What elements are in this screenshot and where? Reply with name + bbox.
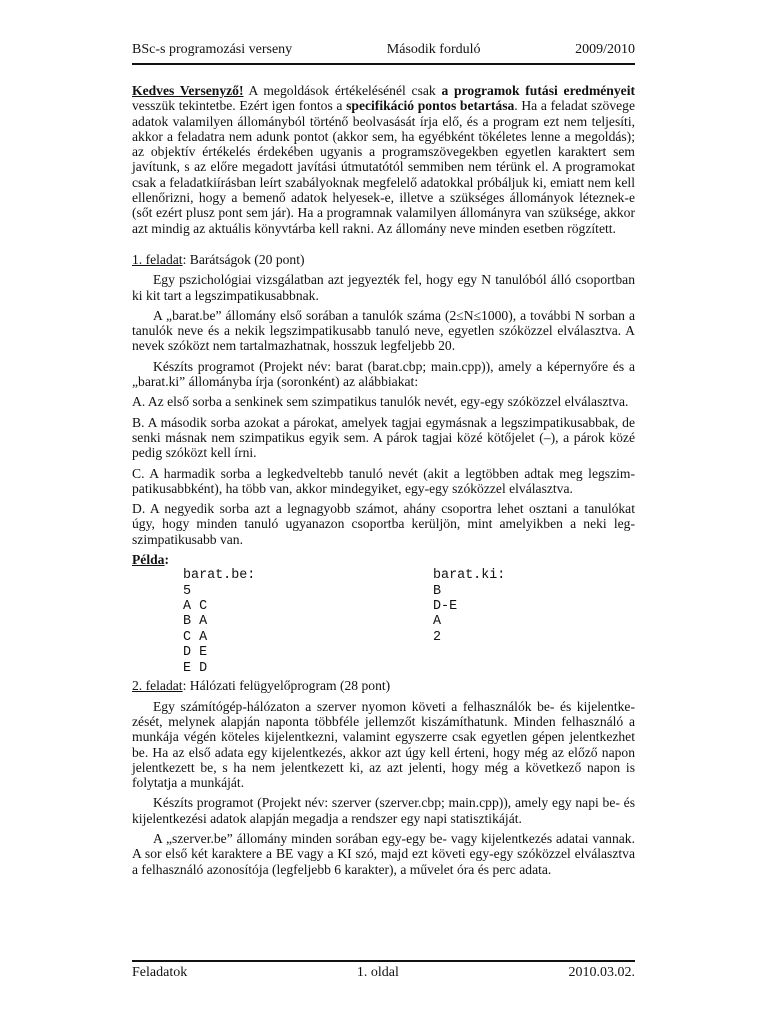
example-input-filename: barat.be: — [183, 568, 256, 584]
intro-bold-spec: specifikáció pontos betartása — [346, 98, 515, 114]
header-year: 2009/2010 — [575, 42, 635, 57]
intro-bold-results: a programok futási eredményeit — [441, 83, 635, 98]
example-colon: : — [164, 552, 170, 568]
intro-paragraph — [132, 83, 635, 236]
task2-title: : Hálózati felügyelőprogram (28 pont) — [182, 678, 391, 694]
footer-rule — [132, 960, 635, 962]
page-header — [132, 42, 635, 60]
page-content — [132, 83, 635, 877]
header-round: Második forduló — [386, 42, 481, 57]
intro-text-d: . Ha a feladat szövege adatok valamilyen állományból történő beolvasását írja elő, és a program ezt nem teljesíti, akkor a feladatra nem adunk pontot (akkor sem, ha egyébként tökéletes lenne a megoldás); az objektív értékelés érdekében ugyanis a programszövegekben egyetlen karaktert sem javítunk, s az előre megadott javítási útmutatótól semmiben nem térünk el. A programokat csak a feladatkiírásban leírt szabályoknak megfelelő adatokkal próbáljuk ki, emiatt nem kell ellenőrizni, hogy a bemenő adatok helyesek-e, illetve a szükséges állományok léteznek-e (sőt ezért plusz pont sem jár). Ha a programnak valamilyen állományra van szüksége, akkor azt mindig az aktuális könyvtárba kell rakni. Az állomány neve minden esetben rögzített. — [132, 98, 635, 236]
example-input-line: E D — [183, 660, 208, 676]
task1-item-b: B. A második sorba azokat a párokat, amelyek tagjai egymásnak a legszimpatikusabbak, de senki másnak nem szimpatikus egyik sem. A párok tagjai közé kötőjelet (–), a párok közé pedig szóközt kell írni. — [132, 414, 635, 461]
task2-label: 2. feladat — [132, 678, 183, 694]
example-output-line: B — [433, 583, 442, 599]
task1-item-d: D. A negyedik sorba azt a legnagyobb számot, ahány csoportra lehet osztani a tanulókat úgy, hogy minden tanuló ugyanazon csoportba kerüljön, mint amelyikben a neki legszimpatikusabb van. — [132, 501, 635, 547]
example-input-line: C A — [183, 629, 208, 645]
intro-text-c: vesszük tekintetbe. Ezért igen fontos a — [132, 98, 347, 114]
task1-paragraph-1: Egy pszichológiai vizsgálatban azt jegyezték fel, hogy egy N tanulóból álló csoportban ki kit tart a legszimpatikusabbnak. — [132, 272, 635, 303]
task1-heading — [132, 252, 635, 267]
example-heading — [132, 552, 635, 567]
task1-item-c: C. A harmadik sorba a legkedveltebb tanuló nevét (akit a legtöbben adtak meg legszimpatikusabbként), ha több van, akkor mindegyiket, egy-egy szóközzel elválasztva. — [132, 465, 635, 496]
example-output-line: 2 — [433, 629, 442, 645]
example-input-line: D E — [183, 645, 208, 661]
task1-paragraph-3: Készíts programot (Projekt név: barat (barat.cbp; main.cpp)), amely a képernyőre és a „barat.ki” állományba írja (soronként) az alábbiakat: — [132, 358, 635, 390]
intro-text-a: A megoldások értékelésénél csak — [243, 83, 442, 98]
header-competition: BSc-s programozási verseny — [132, 42, 293, 57]
document-page — [132, 0, 635, 1024]
example-input-column — [183, 568, 255, 676]
page-footer — [132, 965, 635, 983]
example-output-line: A — [433, 614, 442, 630]
example-output-filename: barat.ki: — [433, 568, 506, 584]
footer-date: 2010.03.02. — [568, 965, 635, 980]
footer-page-number: 1. oldal — [356, 965, 399, 980]
example-output-column — [433, 568, 505, 645]
footer-section: Feladatok — [132, 965, 188, 980]
task2-paragraph-2: Készíts programot (Projekt név: szerver (szerver.cbp; main.cpp)), amely egy napi be- és kijelentkezési adatok alapján megadja a rendszer egy napi statisztikáját. — [132, 795, 635, 826]
task2-paragraph-1: Egy számítógép-hálózaton a szerver nyomon követi a felhasználók be- és kijelentkezését, melynek alapján naponta többféle jellemzőt kiszámíthatunk. Minden felhasználó a munkája végén köteles kijelentkezni, valamint egyszerre csak egyetlen gépen jelentkezhet be. Ha az első adata egy kijelentkezés, akkor azt úgy kell érteni, hogy még az előző napon jelentkezett be, s ha nem jelentkezett ki, az azt jelenti, hogy még a következő napon is folytatja a munkáját. — [132, 698, 635, 791]
example-input-line: 5 — [183, 583, 192, 599]
task1-item-a: A. Az első sorba a senkinek sem szimpatikus tanulók nevét, egy-egy szóközzel elválasztva. — [132, 394, 629, 410]
task1-label: 1. feladat — [132, 251, 183, 267]
task1-paragraph-2: A „barat.be” állomány első sorában a tanulók száma (2≤N≤1000), a további N sorban a tanulók neve és a nekik legszimpatikusabb tanuló neve, egyetlen szóközzel elválasztva. A nevek szóközt nem tartalmazhatnak, hosszuk legfeljebb 20. — [132, 307, 635, 354]
greeting: Kedves Versenyző! — [132, 83, 244, 98]
example-input-line: A C — [183, 599, 208, 615]
task1-title: : Barátságok (20 pont) — [182, 251, 305, 267]
header-rule — [132, 63, 635, 65]
example-input-line: B A — [183, 614, 208, 630]
task2-heading — [132, 678, 635, 693]
example-output-line: D-E — [433, 599, 458, 615]
task2-paragraph-3: A „szerver.be” állomány minden sorában egy-egy be- vagy kijelentkezés adatai vannak. A sor első két karaktere a BE vagy a KI szó, majd ezt követi egy-egy szóközzel elválasztva a felhasználó azonosítója (legfeljebb 6 karakter), a művelet óra és perc adata. — [132, 830, 635, 877]
example-block — [132, 568, 635, 678]
example-label: Példa — [132, 552, 165, 568]
